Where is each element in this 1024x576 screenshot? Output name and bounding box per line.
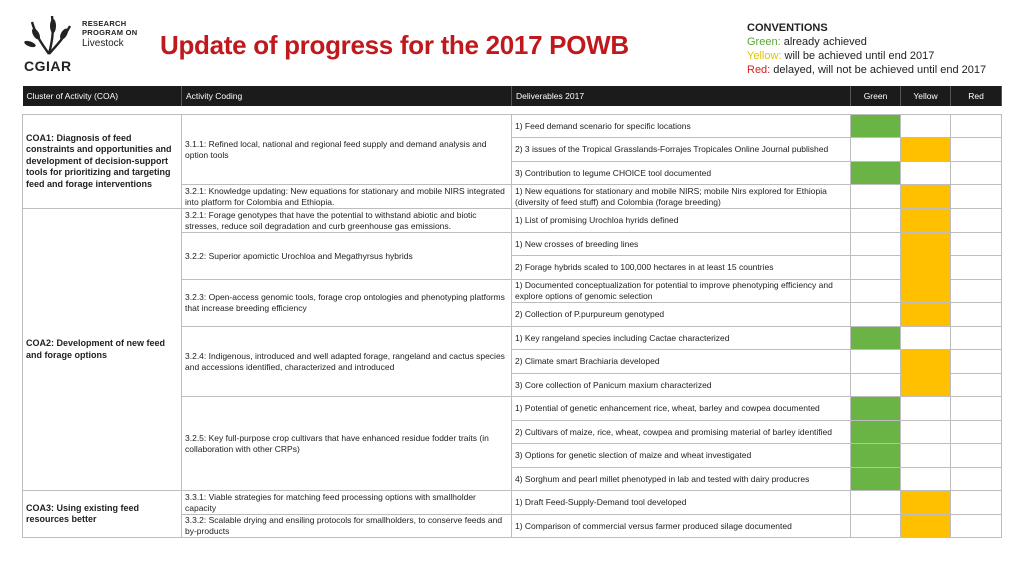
table-row — [23, 491, 1002, 515]
status-yellow-cell — [901, 138, 951, 162]
status-yellow-cell — [901, 515, 951, 538]
status-red-cell — [951, 468, 1002, 491]
status-green-cell — [851, 350, 901, 374]
status-green-cell — [851, 444, 901, 468]
status-red-cell — [951, 515, 1002, 538]
status-green-cell — [851, 256, 901, 280]
status-green-cell — [851, 327, 901, 350]
coa-cell: COA2: Development of new feed and forage options — [23, 209, 182, 491]
deliverable-cell: 2) Cultivars of maize, rice, wheat, cowpea and promising material of barley identified — [512, 421, 851, 444]
status-yellow-cell — [901, 468, 951, 491]
status-green-cell — [851, 138, 901, 162]
activity-cell: 3.1.1: Refined local, national and regional feed supply and demand analysis and option tools — [182, 115, 512, 185]
header-red: Red — [951, 86, 1002, 106]
conventions-title: CONVENTIONS — [747, 22, 828, 34]
page-title: Update of progress for the 2017 POWB — [160, 30, 629, 60]
activity-cell: 3.2.4: Indigenous, introduced and well adapted forage, rangeland and cactus species and accessions identified, characterized and introduced — [182, 327, 512, 397]
status-red-cell — [951, 233, 1002, 256]
activity-cell: 3.3.1: Viable strategies for matching feed processing options with smallholder capacity — [182, 491, 512, 515]
deliverable-cell: 2) 3 issues of the Tropical Grasslands-Forrajes Tropicales Online Journal published — [512, 138, 851, 162]
logo-cgiar-text: CGIAR — [24, 58, 72, 74]
status-green-cell — [851, 185, 901, 209]
deliverable-cell: 2) Climate smart Brachiaria developed — [512, 350, 851, 374]
status-green-cell — [851, 468, 901, 491]
header-activity: Activity Coding — [182, 86, 512, 106]
legend-green: Green: already achieved — [747, 36, 867, 48]
status-yellow-cell — [901, 233, 951, 256]
status-red-cell — [951, 350, 1002, 374]
header-yellow: Yellow — [901, 86, 951, 106]
coa-cell: COA3: Using existing feed resources better — [23, 491, 182, 538]
status-green-cell — [851, 491, 901, 515]
status-green-cell — [851, 397, 901, 421]
deliverable-cell: 2) Collection of P.purpureum genotyped — [512, 303, 851, 327]
status-yellow-cell — [901, 115, 951, 138]
status-green-cell — [851, 233, 901, 256]
status-green-cell — [851, 374, 901, 397]
status-green-cell — [851, 421, 901, 444]
status-yellow-cell — [901, 444, 951, 468]
status-yellow-cell — [901, 374, 951, 397]
table-header-row — [23, 86, 1002, 106]
status-yellow-cell — [901, 397, 951, 421]
deliverable-cell: 1) New crosses of breeding lines — [512, 233, 851, 256]
activity-cell: 3.2.3: Open-access genomic tools, forage crop ontologies and phenotyping platforms that increase breeding efficiency — [182, 280, 512, 327]
deliverable-cell: 3) Core collection of Panicum maxium characterized — [512, 374, 851, 397]
activity-cell: 3.2.1: Knowledge updating: New equations for stationary and mobile NIRS integrated into platform for Colombia and Ethiopia. — [182, 185, 512, 209]
legend-red: Red: delayed, will not be achieved until end 2017 — [747, 64, 987, 76]
deliverable-cell: 4) Sorghum and pearl millet phenotyped in lab and tested with dairy producres — [512, 468, 851, 491]
status-yellow-cell — [901, 491, 951, 515]
table-row — [23, 209, 1002, 233]
activity-cell: 3.2.1: Forage genotypes that have the potential to withstand abiotic and biotic stresses, reduce soil degradation and curb greenhouse gas emissions. — [182, 209, 512, 233]
deliverable-cell: 1) Comparison of commercial versus farmer produced silage documented — [512, 515, 851, 538]
status-red-cell — [951, 280, 1002, 303]
deliverable-cell: 1) New equations for stationary and mobile NIRS; mobile Nirs explored for Ethiopia (diversity of feed stuff) and Colombia (forage breeding) — [512, 185, 851, 209]
status-red-cell — [951, 444, 1002, 468]
activity-cell: 3.3.2: Scalable drying and ensiling protocols for smallholders, to conserve feeds and by-products — [182, 515, 512, 538]
deliverable-cell: 1) Feed demand scenario for specific locations — [512, 115, 851, 138]
logo-livestock-text: Livestock — [82, 38, 124, 49]
status-yellow-cell — [901, 303, 951, 327]
legend-yellow: Yellow: will be achieved until end 2017 — [747, 50, 935, 62]
header-coa: Cluster of Activity (COA) — [23, 86, 182, 106]
status-red-cell — [951, 138, 1002, 162]
wheat-leaf-icon — [22, 14, 77, 58]
coa-cell: COA1: Diagnosis of feed constraints and opportunities and development of decision-support tools for prioritizing and targeting feed and forage interventions — [23, 115, 182, 209]
status-yellow-cell — [901, 280, 951, 303]
status-yellow-cell — [901, 162, 951, 185]
status-red-cell — [951, 209, 1002, 233]
status-green-cell — [851, 280, 901, 303]
status-yellow-cell — [901, 185, 951, 209]
deliverable-cell: 1) Draft Feed-Supply-Demand tool developed — [512, 491, 851, 515]
conventions-legend — [747, 21, 986, 77]
deliverable-cell: 3) Options for genetic slection of maize and wheat investigated — [512, 444, 851, 468]
header-green: Green — [851, 86, 901, 106]
header-deliverables: Deliverables 2017 — [512, 86, 851, 106]
status-red-cell — [951, 115, 1002, 138]
deliverable-cell: 1) Potential of genetic enhancement rice, wheat, barley and cowpea documented — [512, 397, 851, 421]
status-yellow-cell — [901, 350, 951, 374]
status-red-cell — [951, 397, 1002, 421]
deliverable-cell: 3) Contribution to legume CHOICE tool documented — [512, 162, 851, 185]
status-red-cell — [951, 256, 1002, 280]
status-green-cell — [851, 162, 901, 185]
status-yellow-cell — [901, 421, 951, 444]
table-row — [23, 115, 1002, 138]
status-yellow-cell — [901, 327, 951, 350]
status-green-cell — [851, 515, 901, 538]
status-red-cell — [951, 421, 1002, 444]
status-red-cell — [951, 162, 1002, 185]
status-yellow-cell — [901, 256, 951, 280]
status-green-cell — [851, 209, 901, 233]
status-red-cell — [951, 303, 1002, 327]
deliverable-cell: 1) Key rangeland species including Cactae characterized — [512, 327, 851, 350]
status-red-cell — [951, 374, 1002, 397]
logo-program-text: RESEARCH PROGRAM ON — [82, 19, 138, 37]
deliverable-cell: 1) Documented conceptualization for potential to improve phenotyping efficiency and explore options of genomic selection — [512, 280, 851, 303]
activity-cell: 3.2.2: Superior apomictic Urochloa and Megathyrsus hybrids — [182, 233, 512, 280]
status-red-cell — [951, 327, 1002, 350]
status-yellow-cell — [901, 209, 951, 233]
activity-cell: 3.2.5: Key full-purpose crop cultivars that have enhanced residue fodder traits (in collaboration with other CRPs) — [182, 397, 512, 491]
progress-table — [22, 86, 1002, 538]
deliverable-cell: 1) List of promising Urochloa hyrids defined — [512, 209, 851, 233]
status-green-cell — [851, 115, 901, 138]
deliverable-cell: 2) Forage hybrids scaled to 100,000 hectares in at least 15 countries — [512, 256, 851, 280]
status-red-cell — [951, 491, 1002, 515]
status-red-cell — [951, 185, 1002, 209]
cgiar-livestock-logo — [22, 14, 147, 74]
status-green-cell — [851, 303, 901, 327]
